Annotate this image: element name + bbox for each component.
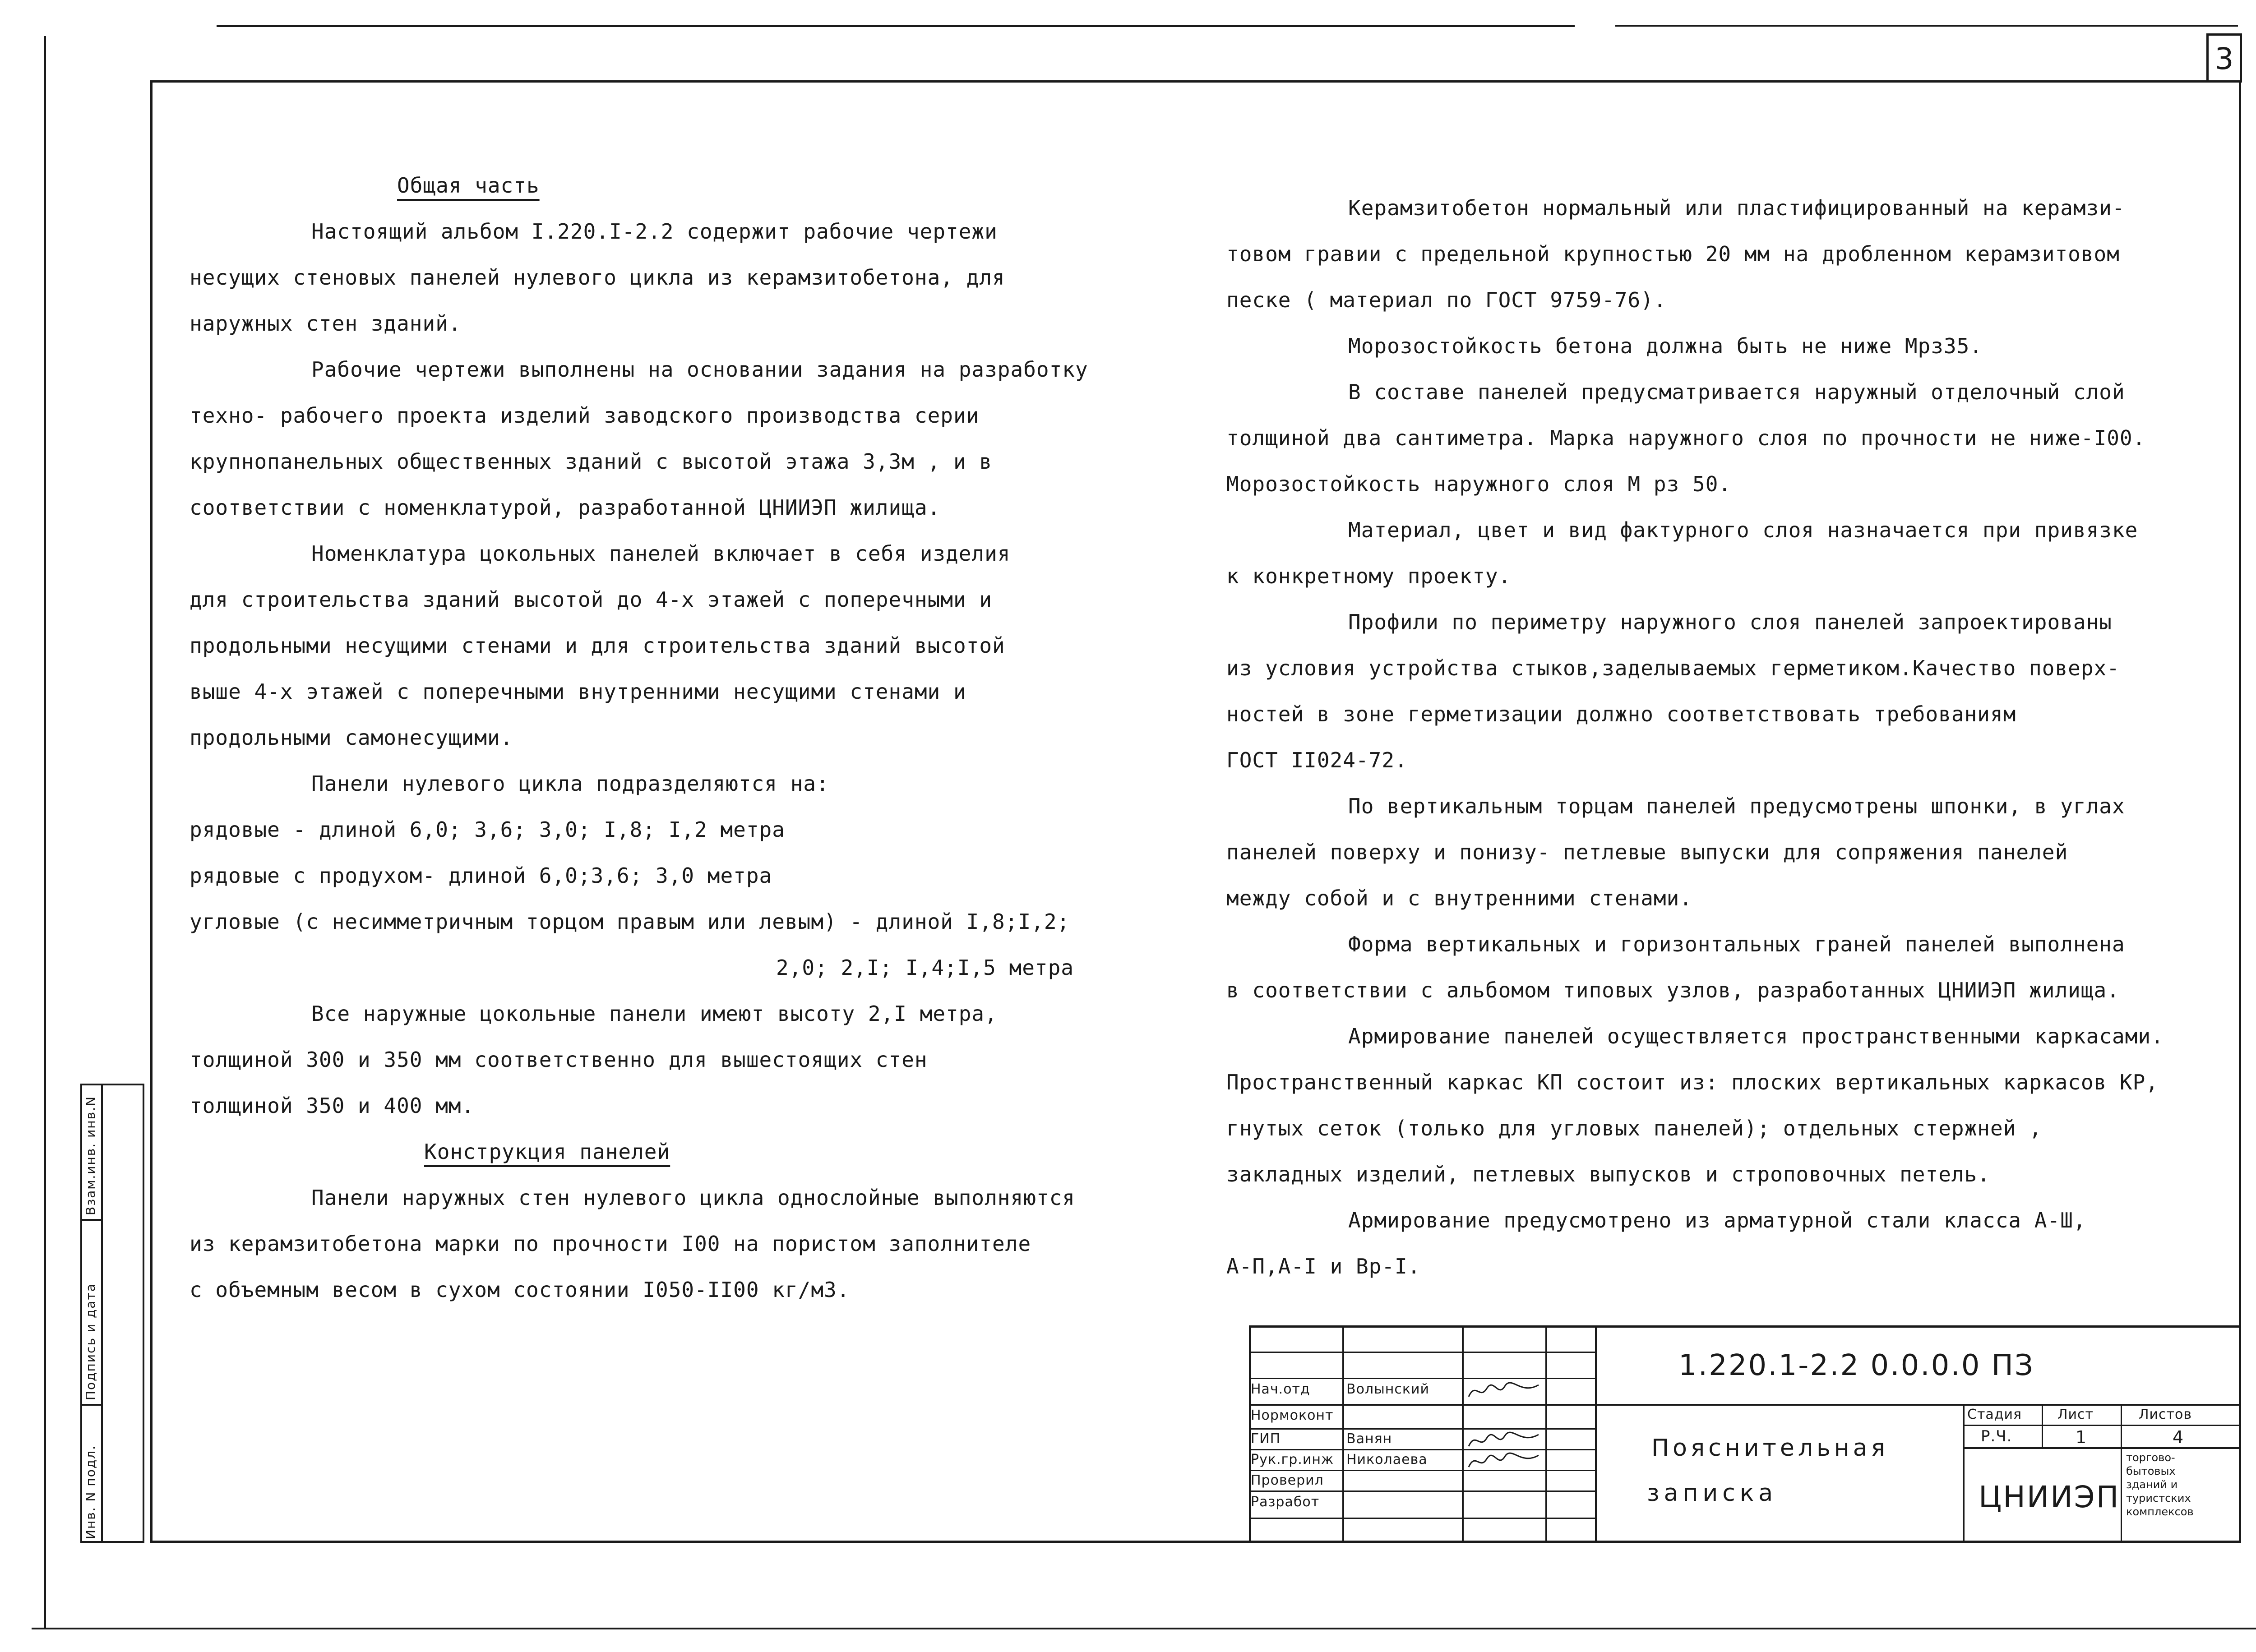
- stamp-hline-8: [1249, 1518, 1596, 1519]
- stamp-sheets-value: 4: [2173, 1427, 2184, 1447]
- text-line: Керамзитобетон нормальный или пластифицированный на керамзи-: [1348, 196, 2125, 220]
- stamp-hline-2: [1249, 1378, 1596, 1379]
- left-paragraphs-2: [190, 1175, 1137, 1313]
- stamp-org: ЦНИИЭП: [1979, 1480, 2120, 1514]
- stamp-sheets-label: Листов: [2139, 1407, 2192, 1422]
- text-line: техно- рабочего проекта изделий заводского производства серии: [190, 403, 980, 428]
- stamp-sheet-value: 1: [2076, 1427, 2087, 1447]
- text-line: Форма вертикальных и горизонтальных граней панелей выполнена: [1348, 932, 2125, 956]
- top-trim-line: [217, 25, 1575, 27]
- text-line: толщиной 300 и 350 мм соответственно для вышестоящих стен: [190, 1047, 928, 1072]
- stamp-title-1: Пояснительная: [1651, 1435, 1889, 1462]
- stamp-hline-7: [1249, 1490, 1596, 1492]
- stamp-hline-1: [1249, 1352, 1596, 1353]
- section-title-general: Общая часть: [397, 173, 540, 198]
- section-title-construction: Конструкция панелей: [424, 1140, 670, 1164]
- stamp-code: 1.220.1-2.2 0.0.0.0 ПЗ: [1678, 1349, 2034, 1382]
- text-line: Морозостойкость бетона должна быть не ниже Мрз35.: [1348, 334, 1983, 358]
- signature-mark: [1466, 1380, 1543, 1402]
- text-line: толщиной 350 и 400 мм.: [190, 1094, 475, 1118]
- stamp-role: Проверил: [1251, 1472, 1324, 1488]
- stamp-role: Рук.гр.инж: [1251, 1452, 1334, 1467]
- stamp-right-hline-1: [1963, 1425, 2241, 1426]
- text-line: А-П,А-I и Вр-I.: [1226, 1254, 1421, 1278]
- signature-mark: [1466, 1429, 1543, 1452]
- side-strip-label-inv: Инв. N подл.: [83, 1445, 98, 1539]
- text-line: панелей поверху и понизу- петлевые выпуски для сопряжения панелей: [1226, 840, 2068, 864]
- text-line: Материал, цвет и вид фактурного слоя назначается при привязке: [1348, 518, 2138, 542]
- stamp-right-hline-2: [1963, 1447, 2241, 1449]
- stamp-right-vline-3: [2121, 1404, 2122, 1543]
- left-paragraphs: [190, 208, 1137, 1129]
- text-line: крупнопанельных общественных зданий с высотой этажа 3,3м , и в: [190, 449, 993, 474]
- text-line: рядовые - длиной 6,0; 3,6; 3,0; I,8; I,2 метра: [190, 817, 785, 842]
- side-strip-label-sign: Подпись и дата: [83, 1283, 98, 1400]
- text-line: угловые (с несимметричным торцом правым или левым) - длиной I,8;I,2;: [190, 909, 1070, 934]
- text-line: Профили по периметру наружного слоя панелей запроектированы: [1348, 610, 2112, 634]
- text-line: рядовые с продухом- длиной 6,0;3,6; 3,0 метра: [190, 863, 772, 888]
- stamp-title-2: записка: [1647, 1480, 1778, 1507]
- sheet-number-box: [2206, 33, 2242, 83]
- stamp-hline-6: [1249, 1470, 1596, 1471]
- text-line: соответствии с номенклатурой, разработанной ЦНИИЭП жилища.: [190, 495, 941, 520]
- text-line: несущих стеновых панелей нулевого цикла из керамзитобетона, для: [190, 265, 1005, 290]
- stamp-role: Нач.отд: [1251, 1381, 1310, 1397]
- side-strip-divider: [101, 1084, 103, 1543]
- text-line: Настоящий альбом I.220.I-2.2 содержит рабочие чертежи: [311, 219, 998, 244]
- text-line: товом гравии с предельной крупностью 20 мм на дробленном керамзитовом: [1226, 242, 2120, 266]
- stamp-stage-label: Стадия: [1967, 1407, 2022, 1422]
- side-strip-h2: [80, 1404, 103, 1406]
- stamp-role: ГИП: [1251, 1431, 1281, 1447]
- signature-mark: [1466, 1450, 1543, 1472]
- text-line: выше 4-х этажей с поперечными внутренними несущими стенами и: [190, 679, 966, 704]
- top-trim-line-2: [1615, 25, 2238, 27]
- text-line: между собой и с внутренними стенами.: [1226, 886, 1692, 910]
- text-line: Морозостойкость наружного слоя М рз 50.: [1226, 472, 1732, 496]
- stamp-hline-4: [1249, 1428, 1596, 1430]
- text-line: гнутых сеток (только для угловых панелей); отдельных стержней ,: [1226, 1116, 2042, 1140]
- stamp-right-vline-2: [2042, 1404, 2043, 1447]
- text-line: Номенклатура цокольных панелей включает в себя изделия: [311, 541, 1011, 566]
- right-text-column: [1226, 185, 2237, 1289]
- text-line: По вертикальным торцам панелей предусмотрены шпонки, в углах: [1348, 794, 2125, 818]
- text-line: Армирование панелей осуществляется пространственными каркасами.: [1348, 1024, 2164, 1048]
- text-line: Армирование предусмотрено из арматурной стали класса А-Ш,: [1348, 1208, 2086, 1232]
- text-line: из керамзитобетона марки по прочности I00 на пористом заполнителе: [190, 1232, 1031, 1256]
- stamp-stage-value: Р.Ч.: [1981, 1427, 2012, 1445]
- text-line: Панели нулевого цикла подразделяются на:: [311, 771, 829, 796]
- text-line: продольными самонесущими.: [190, 725, 513, 750]
- text-line: продольными несущими стенами и для строительства зданий высотой: [190, 633, 1005, 658]
- text-line: толщиной два сантиметра. Марка наружного слоя по прочности не ниже-I00.: [1226, 426, 2146, 450]
- stamp-sheet-label: Лист: [2057, 1407, 2094, 1422]
- stamp-name: Волынский: [1346, 1381, 1430, 1397]
- stamp-vline-2: [1462, 1325, 1464, 1543]
- stamp-vline-4: [1595, 1325, 1597, 1543]
- stamp-vline-3: [1545, 1325, 1547, 1543]
- side-strip-h1: [80, 1219, 103, 1221]
- text-line: закладных изделий, петлевых выпусков и строповочных петель.: [1226, 1162, 1990, 1186]
- text-line: из условия устройства стыков,заделываемых герметиком.Качество поверх-: [1226, 656, 2120, 680]
- text-line: к конкретному проекту.: [1226, 564, 1512, 588]
- left-text-column: [190, 162, 1137, 1313]
- right-paragraphs: [1226, 185, 2237, 1289]
- text-line: наружных стен зданий.: [190, 311, 462, 336]
- left-trim-line: [44, 36, 46, 1629]
- stamp-vline-1: [1342, 1325, 1344, 1543]
- text-line: В составе панелей предусматривается наружный отделочный слой: [1348, 380, 2125, 404]
- bottom-trim-line: [32, 1628, 2256, 1629]
- text-line: Панели наружных стен нулевого цикла однослойные выполняются: [311, 1186, 1075, 1210]
- text-line: ГОСТ II024-72.: [1226, 748, 1408, 772]
- stamp-name: Ванян: [1346, 1431, 1392, 1447]
- side-strip-label-replace: Взам.инв. инв.N: [83, 1096, 98, 1215]
- stamp-hline-5: [1249, 1449, 1596, 1450]
- stamp-org-sub: торгово- бытовых зданий и туристских комплексов: [2126, 1451, 2194, 1518]
- stamp-role: Разработ: [1251, 1494, 1320, 1510]
- text-line: Рабочие чертежи выполнены на основании задания на разработку: [311, 357, 1088, 382]
- text-line: 2,0; 2,I; I,4;I,5 метра: [776, 955, 1074, 980]
- stamp-role: Нормоконт: [1251, 1407, 1334, 1423]
- text-line: Пространственный каркас КП состоит из: плоских вертикальных каркасов КР,: [1226, 1070, 2159, 1094]
- text-line: для строительства зданий высотой до 4-х этажей с поперечными и: [190, 587, 993, 612]
- stamp-hline-3: [1249, 1404, 2241, 1406]
- text-line: с объемным весом в сухом состоянии I050-II00 кг/м3.: [190, 1278, 850, 1302]
- text-line: в соответствии с альбомом типовых узлов, разработанных ЦНИИЭП жилища.: [1226, 978, 2120, 1002]
- text-line: ностей в зоне герметизации должно соответствовать требованиям: [1226, 702, 2016, 726]
- text-line: Все наружные цокольные панели имеют высоту 2,I метра,: [311, 1001, 998, 1026]
- text-line: песке ( материал по ГОСТ 9759-76).: [1226, 288, 1667, 312]
- sheet-number: 3: [2214, 42, 2234, 76]
- stamp-name: Николаева: [1346, 1452, 1428, 1467]
